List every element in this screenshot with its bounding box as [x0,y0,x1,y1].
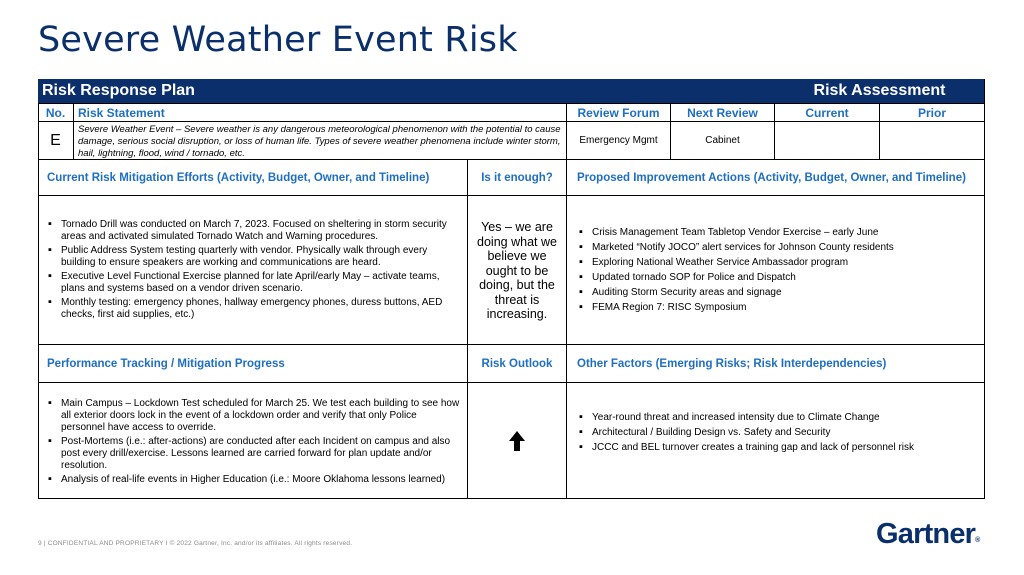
header-risk-response-plan: Risk Response Plan [38,79,775,104]
current-mitigation-content [38,196,468,345]
list-item: ▪ FEMA Region 7: RISC Symposium [577,302,978,314]
list-item: ▪ Monthly testing: emergency phones, hallway emergency phones, duress buttons, AED checks, first aid supplies, etc.) [46,297,461,321]
proposed-actions-label: Proposed Improvement Actions (Activity, Budget, Owner, and Timeline) [567,160,985,196]
col-risk-statement: Risk Statement [74,104,567,122]
list-item: ▪ Crisis Management Team Tabletop Vendor Exercise – early June [577,227,978,239]
risk-statement-text: Severe Weather Event – Severe weather is any dangerous meteorological phenomenon with the potential to cause damage, serious social disruption, or loss of human life. Types of severe weather phenomena include winter storm, hail, lightning, flood, wind / tornado, etc. [74,122,567,160]
col-prior: Prior [880,104,985,122]
list-item: ▪ Year-round threat and increased intensity due to Climate Change [577,412,978,424]
proposed-actions-content [567,196,985,345]
other-factors-label: Other Factors (Emerging Risks; Risk Interdependencies) [567,345,985,383]
footer-text: 9 | CONFIDENTIAL AND PROPRIETARY I © 2022 Gartner, Inc. and/or its affiliates. All rights reserved. [38,540,353,547]
list-item: ▪ Analysis of real-life events in Higher Education (i.e.: Moore Oklahoma lessons learned) [46,474,461,486]
review-forum-value: Emergency Mgmt [567,122,671,160]
is-it-enough-label: Is it enough? [468,160,567,196]
col-next-review: Next Review [671,104,775,122]
col-current: Current [775,104,880,122]
is-it-enough-answer: Yes – we are doing what we believe we ought to be doing, but the threat is increasing. [468,196,567,345]
logo-text: Gartner [876,518,976,550]
arrow-up-icon [508,430,526,452]
prior-assessment-value [880,122,985,160]
page-title: Severe Weather Event Risk [38,20,518,60]
current-assessment-value [775,122,880,160]
risk-outlook-label: Risk Outlook [468,345,567,383]
list-item: ▪ Architectural / Building Design vs. Safety and Security [577,427,978,439]
next-review-value: Cabinet [671,122,775,160]
row-no: E [38,122,74,160]
list-item: ▪ JCCC and BEL turnover creates a training gap and lack of personnel risk [577,442,978,454]
other-factors-content [567,383,985,499]
risk-outlook-cell [468,383,567,499]
performance-tracking-label: Performance Tracking / Mitigation Progress [38,345,468,383]
list-item: ▪ Executive Level Functional Exercise planned for late April/early May – activate teams, plans and systems based on a vendor driven scenario. [46,271,461,295]
col-no: No. [38,104,74,122]
list-item: ▪ Exploring National Weather Service Ambassador program [577,257,978,269]
list-item: ▪ Marketed “Notify JOCO” alert services for Johnson County residents [577,242,978,254]
list-item: ▪ Tornado Drill was conducted on March 7, 2023. Focused on sheltering in storm security areas and activated simulated Tornado Watch and Warning procedures. [46,219,461,243]
list-item: ▪ Public Address System testing quarterly with vendor. Physically walk through every building to ensure speakers are working and communications are heard. [46,245,461,269]
performance-tracking-content [38,383,468,499]
list-item: ▪ Post-Mortems (i.e.: after-actions) are conducted after each Incident on campus and also post every drill/exercise. Lessons learned are carried forward for plan update and/or resolution. [46,436,461,472]
header-risk-assessment: Risk Assessment [775,79,985,104]
gartner-logo [876,518,980,551]
list-item: ▪ Updated tornado SOP for Police and Dispatch [577,272,978,284]
list-item: ▪ Main Campus – Lockdown Test scheduled for March 25. We test each building to see how all exterior doors lock in the event of a lockdown order and verify that only Police personnel have access to override. [46,398,461,434]
logo-registered-mark: ® [975,537,981,544]
col-review-forum: Review Forum [567,104,671,122]
list-item: ▪ Auditing Storm Security areas and signage [577,287,978,299]
current-mitigation-label: Current Risk Mitigation Efforts (Activity, Budget, Owner, and Timeline) [38,160,468,196]
risk-table [38,79,985,499]
